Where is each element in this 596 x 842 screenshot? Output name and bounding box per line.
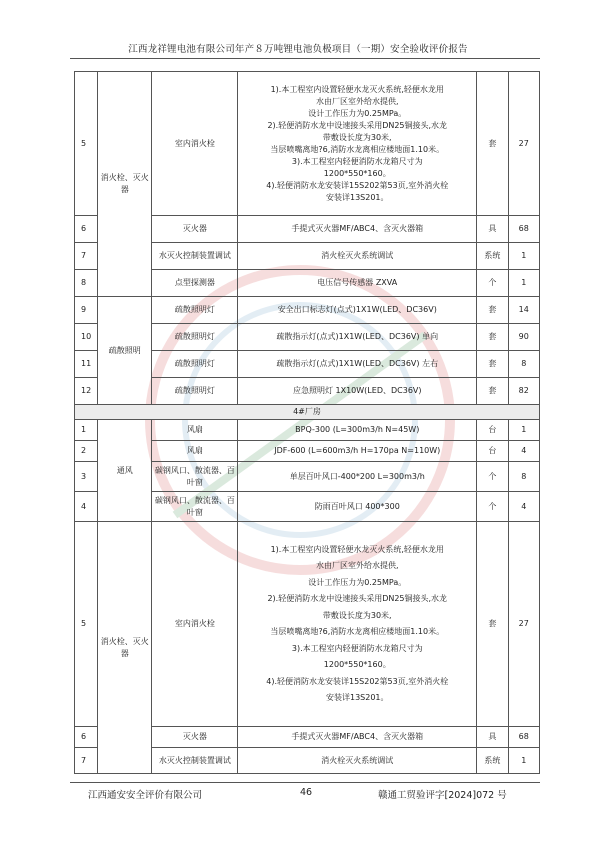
desc-line: 安装详13S201。 bbox=[325, 693, 389, 702]
footer-rule bbox=[70, 782, 540, 783]
qty-cell: 4 bbox=[508, 492, 539, 522]
qty-cell: 1 bbox=[508, 748, 539, 774]
unit-cell: 台 bbox=[477, 441, 508, 462]
qty-cell: 68 bbox=[508, 727, 539, 748]
item-cell: 水灭火控制装置调试 bbox=[152, 243, 238, 270]
section-row bbox=[75, 405, 540, 420]
desc-cell: JDF-600 (L=600m3/h H=170pa N=110W) bbox=[238, 441, 477, 462]
item-cell: 室内消火栓 bbox=[152, 522, 238, 727]
document-number: 赣通工贸验评字[2024]072 号 bbox=[378, 790, 507, 801]
row-no: 12 bbox=[75, 378, 98, 405]
desc-line: 1200*550*160。 bbox=[323, 168, 391, 178]
row-no: 11 bbox=[75, 351, 98, 378]
unit-cell: 具 bbox=[477, 216, 508, 243]
row-no: 2 bbox=[75, 441, 98, 462]
row-no: 3 bbox=[75, 462, 98, 492]
qty-cell: 4 bbox=[508, 441, 539, 462]
unit-cell: 具 bbox=[477, 727, 508, 748]
desc-cell: 手提式灭火器MF/ABC4、含灭火器箱 bbox=[238, 216, 477, 243]
desc-line: 水由厂区室外给水提供, bbox=[315, 561, 399, 570]
qty-cell: 14 bbox=[508, 297, 539, 324]
desc-line: 2).轻便消防水龙中设速接头采用DN25铜接头,水龙 bbox=[267, 594, 448, 603]
desc-cell: 防雨百叶风口 400*300 bbox=[238, 492, 477, 522]
qty-cell: 8 bbox=[508, 351, 539, 378]
item-cell: 碳钢风口、散流器、百叶窗 bbox=[152, 462, 238, 492]
desc-line: 1).本工程室内设置轻便水龙灭火系统,轻便水龙用 bbox=[270, 84, 444, 94]
desc-cell: 手提式灭火器MF/ABC4、含灭火器箱 bbox=[238, 727, 477, 748]
desc-cell: 疏散指示灯(点式)1X1W(LED、DC36V) 左右 bbox=[238, 351, 477, 378]
page-number: 46 bbox=[300, 787, 313, 798]
qty-cell: 1 bbox=[508, 270, 539, 297]
desc-line: 水由厂区室外给水提供, bbox=[315, 96, 399, 106]
row-no: 5 bbox=[75, 522, 98, 727]
desc-cell: 电压信号传感器 ZXVA bbox=[238, 270, 477, 297]
qty-cell: 8 bbox=[508, 462, 539, 492]
desc-cell: BPQ-300 (L=300m3/h N=45W) bbox=[238, 420, 477, 441]
desc-line: 设计工作压力为0.25MPa。 bbox=[308, 577, 407, 587]
item-cell: 灭火器 bbox=[152, 216, 238, 243]
row-no: 8 bbox=[75, 270, 98, 297]
desc-line: 2).轻便消防水龙中设速接头采用DN25铜接头,水龙 bbox=[267, 120, 448, 130]
item-cell: 碳钢风口、散流器、百叶窗 bbox=[152, 492, 238, 522]
qty-cell: 82 bbox=[508, 378, 539, 405]
desc-cell: 单层百叶风口-400*200 L=300m3/h bbox=[238, 462, 477, 492]
footer-company: 江西通安安全评价有限公司 bbox=[88, 790, 203, 801]
desc-cell: 安全出口标志灯(点式)1X1W(LED、DC36V) bbox=[238, 297, 477, 324]
desc-cell: 消火栓灭火系统调试 bbox=[238, 748, 477, 774]
row-no: 9 bbox=[75, 297, 98, 324]
item-cell: 风扇 bbox=[152, 441, 238, 462]
unit-cell: 套 bbox=[477, 378, 508, 405]
unit-cell: 套 bbox=[477, 72, 508, 216]
item-cell: 灭火器 bbox=[152, 727, 238, 748]
section-title: 4#厂房 bbox=[75, 405, 540, 420]
desc-line: 4).轻便消防水龙安装详15S202第53页,室外消火栓 bbox=[266, 180, 449, 190]
category-cell: 消火栓、灭火器 bbox=[98, 72, 152, 297]
qty-cell: 1 bbox=[508, 243, 539, 270]
row-no: 6 bbox=[75, 216, 98, 243]
item-cell: 疏散照明灯 bbox=[152, 351, 238, 378]
desc-line: 带敷设长度为30米, bbox=[322, 610, 392, 620]
unit-cell: 系统 bbox=[477, 748, 508, 774]
table-row bbox=[75, 522, 540, 727]
item-cell: 室内消火栓 bbox=[152, 72, 238, 216]
desc-line: 安装详13S201。 bbox=[325, 192, 389, 202]
unit-cell: 套 bbox=[477, 351, 508, 378]
item-cell: 风扇 bbox=[152, 420, 238, 441]
table-row bbox=[75, 420, 540, 441]
desc-line: 4).轻便消防水龙安装详15S202第53页,室外消火栓 bbox=[266, 676, 449, 686]
header-rule bbox=[70, 58, 540, 59]
row-no: 5 bbox=[75, 72, 98, 216]
row-no: 1 bbox=[75, 420, 98, 441]
qty-cell: 68 bbox=[508, 216, 539, 243]
desc-cell: 应急照明灯 1X10W(LED、DC36V) bbox=[238, 378, 477, 405]
unit-cell: 个 bbox=[477, 492, 508, 522]
desc-cell bbox=[238, 72, 477, 216]
row-no: 7 bbox=[75, 243, 98, 270]
desc-line: 当层喷嘴离地?6,消防水龙离相应楼地面1.10米。 bbox=[270, 627, 445, 636]
desc-cell: 消火栓灭火系统调试 bbox=[238, 243, 477, 270]
item-cell: 疏散照明灯 bbox=[152, 378, 238, 405]
item-cell: 疏散照明灯 bbox=[152, 324, 238, 351]
desc-line: 3).本工程室内轻便消防水龙箱尺寸为 bbox=[291, 643, 423, 653]
desc-cell: 疏散指示灯(点式)1X1W(LED、DC36V) 单向 bbox=[238, 324, 477, 351]
row-no: 6 bbox=[75, 727, 98, 748]
category-cell: 消火栓、灭火器 bbox=[98, 522, 152, 774]
unit-cell: 个 bbox=[477, 462, 508, 492]
unit-cell: 套 bbox=[477, 297, 508, 324]
item-cell: 疏散照明灯 bbox=[152, 297, 238, 324]
category-cell: 通风 bbox=[98, 420, 152, 522]
desc-line: 设计工作压力为0.25MPa。 bbox=[308, 108, 407, 118]
row-no: 10 bbox=[75, 324, 98, 351]
desc-line: 1200*550*160。 bbox=[323, 660, 391, 669]
unit-cell: 台 bbox=[477, 420, 508, 441]
table-row bbox=[75, 72, 540, 216]
qty-cell: 90 bbox=[508, 324, 539, 351]
desc-line: 1).本工程室内设置轻便水龙灭火系统,轻便水龙用 bbox=[270, 544, 444, 554]
unit-cell: 套 bbox=[477, 522, 508, 727]
equipment-table bbox=[74, 71, 540, 774]
unit-cell: 系统 bbox=[477, 243, 508, 270]
category-cell: 疏散照明 bbox=[98, 297, 152, 405]
unit-cell: 个 bbox=[477, 270, 508, 297]
row-no: 7 bbox=[75, 748, 98, 774]
desc-line: 3).本工程室内轻便消防水龙箱尺寸为 bbox=[291, 156, 423, 166]
table-row bbox=[75, 297, 540, 324]
item-cell: 水灭火控制装置调试 bbox=[152, 748, 238, 774]
page-header: 江西龙祥锂电池有限公司年产８万吨锂电池负极项目（一期）安全验收评价报告 bbox=[128, 44, 468, 55]
desc-cell bbox=[238, 522, 477, 727]
qty-cell: 27 bbox=[508, 522, 539, 727]
desc-line: 带敷设长度为30米, bbox=[322, 132, 392, 142]
qty-cell: 1 bbox=[508, 420, 539, 441]
qty-cell: 27 bbox=[508, 72, 539, 216]
desc-line: 当层喷嘴离地?6,消防水龙离相应楼地面1.10米。 bbox=[270, 144, 445, 154]
row-no: 4 bbox=[75, 492, 98, 522]
unit-cell: 套 bbox=[477, 324, 508, 351]
item-cell: 点型探测器 bbox=[152, 270, 238, 297]
